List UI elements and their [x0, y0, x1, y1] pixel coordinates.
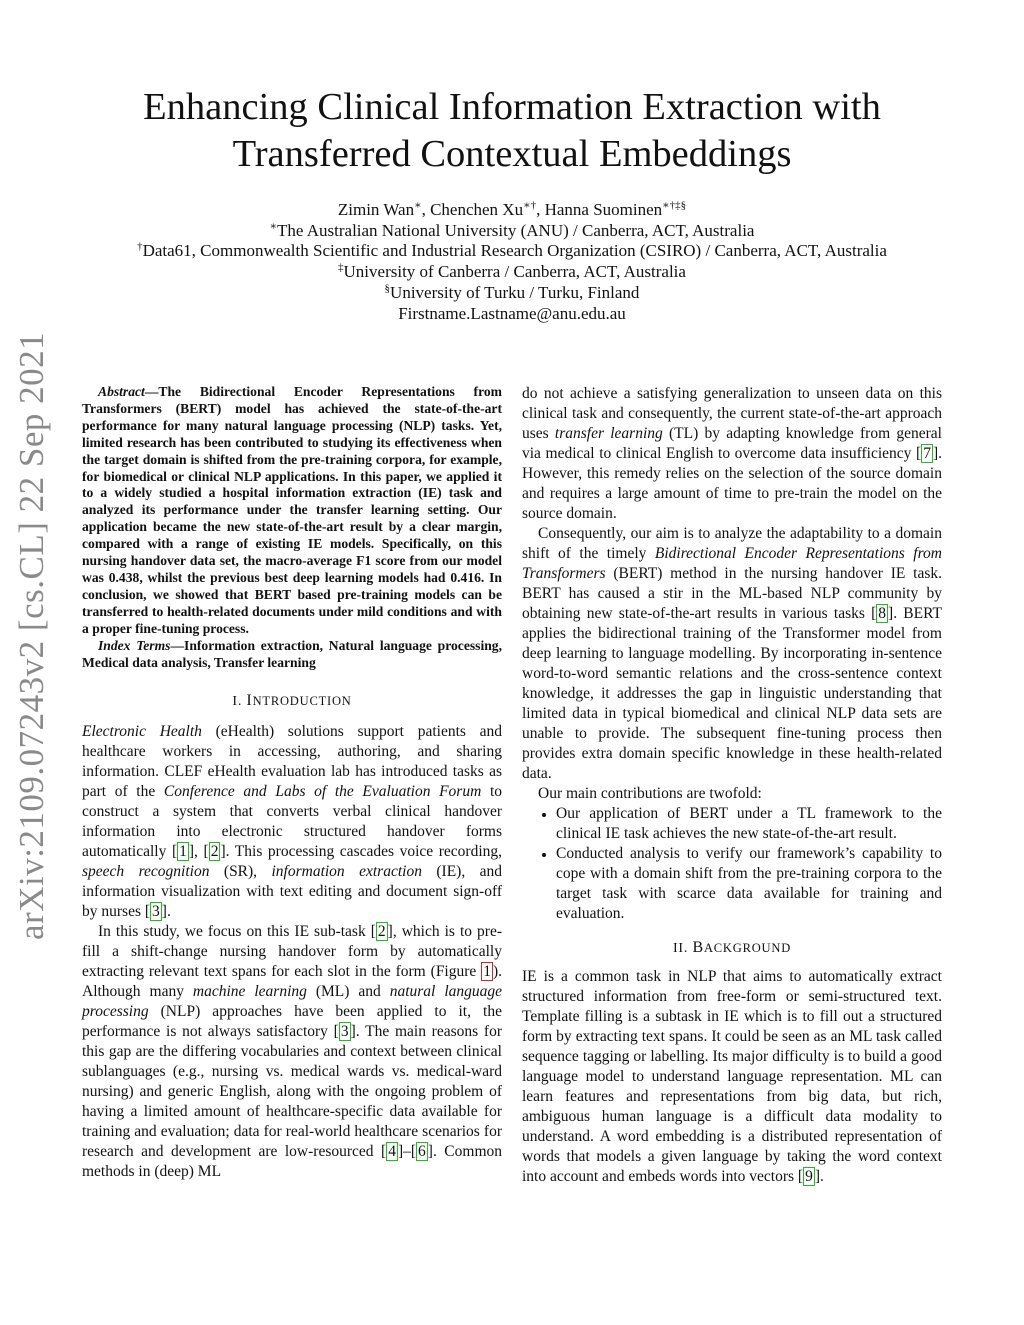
citation-link[interactable]: 1: [179, 843, 187, 861]
paper-title: Enhancing Clinical Information Extraction with Transferred Contextual Embeddings: [143, 86, 881, 175]
affiliation: †Data61, Commonwealth Scientific and Industrial Research Organization (CSIRO) / Canberra, ACT, Australia: [137, 240, 887, 261]
list-item: • Conducted analysis to verify our framework’s capability to cope with a domain shift from the pre-training corpora to the target task with scarce data available for training and evaluation.: [556, 844, 942, 924]
affiliation: ‡University of Canberra / Canberra, ACT, Australia: [338, 261, 686, 282]
list-item: • Our application of BERT under a TL framework to the clinical IE task achieves the new state-of-the-art result.: [556, 804, 942, 844]
author-mark: ∗: [414, 199, 422, 212]
intro-paragraph: Our main contributions are twofold:: [538, 785, 762, 802]
intro-paragraph: Electronic Health (eHealth) solutions support patients and healthcare workers in accessing, authoring, and sharing information. CLEF eHealth evaluation lab has introduced tasks as part of the Conference and Labs of the Evaluation Forum to construct a system that converts verbal clinical handover information into electronic structured handover forms automatically [ 1 ], [ 2 ]. This processing cascades voice recording, speech recognition (SR), information extraction (IE), and information visualization with text editing and document sign-off by nurses [ 3 ].: [82, 723, 503, 921]
contributions-list: [522, 804, 942, 924]
section-heading-introduction: I. INTRODUCTION: [232, 692, 352, 710]
intro-paragraph: In this study, we focus on this IE sub-task [ 2 ], which is to pre-fill a shift-change nursing handover form by automatically extracting relevant text spans for each slot in the form (Figure 1 ). Although many machine learning (ML) and natural language processing (NLP) approaches have been applied to it, the performance is not always satisfactory [ 3 ]. The main reasons for this gap are the differing vocabularies and context between clinical sublanguages (e.g., nursing vs. medical wards vs. medical-ward nursing) and generic English, along with the ongoing problem of having a limited amount of healthcare-specific data available for training and evaluation; data for real-world healthcare scenarios for research and development are low-resourced [ 4 ]–[ 6 ]. Common methods in (deep) ML: [82, 923, 503, 1181]
author-name: Chenchen Xu: [430, 200, 524, 219]
affiliation: ∗The Australian National University (ANU) / Canberra, ACT, Australia: [269, 220, 755, 240]
citation-link[interactable]: 8: [878, 605, 887, 622]
index-terms-text: —Information extraction, Natural language processing, Medical data analysis, Transfer learning: [82, 637, 502, 670]
citation-link[interactable]: 9: [805, 1168, 813, 1185]
author-name: Zimin Wan: [337, 200, 415, 219]
citation-link[interactable]: 4: [388, 1143, 396, 1161]
abstract-text: —The Bidirectional Encoder Representations from Transformers (BERT) model has achieved the state-of-the-art performance for many natural language processing (NLP) tasks. Yet, limited research has been contributed to studying its effectiveness when the target domain is shifted from the pre-training corpora, for example, for biomedical or clinical NLP applications. In this paper, we applied it to a widely studied a hospital information extraction (IE) task and analyzed its performance under the transfer learning setting. Our application became the new state-of-the-art result by a clear margin, compared with a range of existing IE models. Specifically, on this nursing handover data set, the macro-average F1 score from our model was 0.438, whilst the previous best deep learning models had 0.416. In conclusion, we showed that BERT based pre-training models can be transferred to health-related documents under mild conditions and with a proper fine-tuning process.: [82, 384, 502, 636]
citation-link[interactable]: 3: [340, 1023, 349, 1041]
index-terms-label: Index Terms: [98, 637, 171, 653]
abstract-label: Abstract: [98, 384, 145, 399]
author-mark: ∗†‡§: [662, 199, 687, 212]
right-column: [522, 384, 942, 1187]
left-column: [82, 384, 502, 1182]
abstract: [82, 384, 502, 671]
citation-link[interactable]: 7: [923, 445, 931, 462]
author-block: [60, 200, 964, 324]
section-heading-background: II. BACKGROUND: [672, 939, 792, 956]
background-paragraph: IE is a common task in NLP that aims to automatically extract structured information from free-form or semi-structured text. Template filling is a subtask in IE which is to fill out a structured form by extracting text spans. It could be seen as an ML task called sequence tagging or labelling. Its major difficulty is to build a good language model to understand language representation. ML can learn features and representations from big data, but rich, ambiguous human language is a difficult data modality to understand. A word embedding is a distributed representation of words that models a given language by taking the word context into account and embeds words into vectors [ 9 ].: [522, 968, 942, 1185]
intro-paragraph: do not achieve a satisfying generalization to unseen data on this clinical task and consequently, the current state-of-the-art approach uses transfer learning (TL) by adapting knowledge from general via medical to clinical English to overcome data insufficiency [ 7 ]. However, this remedy relies on the selection of the source domain and requires a large amount of time to pre-train the model on the source domain.: [522, 385, 942, 522]
author-name: Hanna Suominen: [544, 200, 663, 219]
citation-link[interactable]: 2: [377, 923, 386, 941]
citation-link[interactable]: 6: [418, 1143, 426, 1161]
citation-link[interactable]: 3: [152, 903, 160, 921]
figure-link[interactable]: 1: [483, 963, 491, 981]
author-email: Firstname.Lastname@anu.edu.au: [398, 303, 626, 323]
affiliation: §University of Turku / Turku, Finland: [384, 282, 640, 302]
arxiv-identifier: arXiv:2109.07243v2 [cs.CL] 22 Sep 2021: [12, 331, 51, 940]
author-mark: ∗†: [523, 199, 537, 212]
intro-paragraph: Consequently, our aim is to analyze the adaptability to a domain shift of the timely Bidirectional Encoder Representations from Transformers (BERT) method in the nursing handover IE task. BERT has caused a stir in the ML-based NLP community by obtaining new state-of-the-art results in various tasks [ 8 ]. BERT applies the bidirectional training of the Transformer model from deep learning to language modelling. By incorporating in-sentence word-to-word semantic relations and the cross-sentence context knowledge, it addresses the gap in linguistic understanding that limited data in typical biomedical and clinical NLP data sets are unable to provide. The subsequent fine-tuning process then provides extra domain specific knowledge in these health-related data.: [522, 525, 942, 782]
author-list: Zimin Wan∗, Chenchen Xu∗†, Hanna Suominen∗†‡§: [337, 199, 687, 219]
citation-link[interactable]: 2: [210, 843, 219, 861]
